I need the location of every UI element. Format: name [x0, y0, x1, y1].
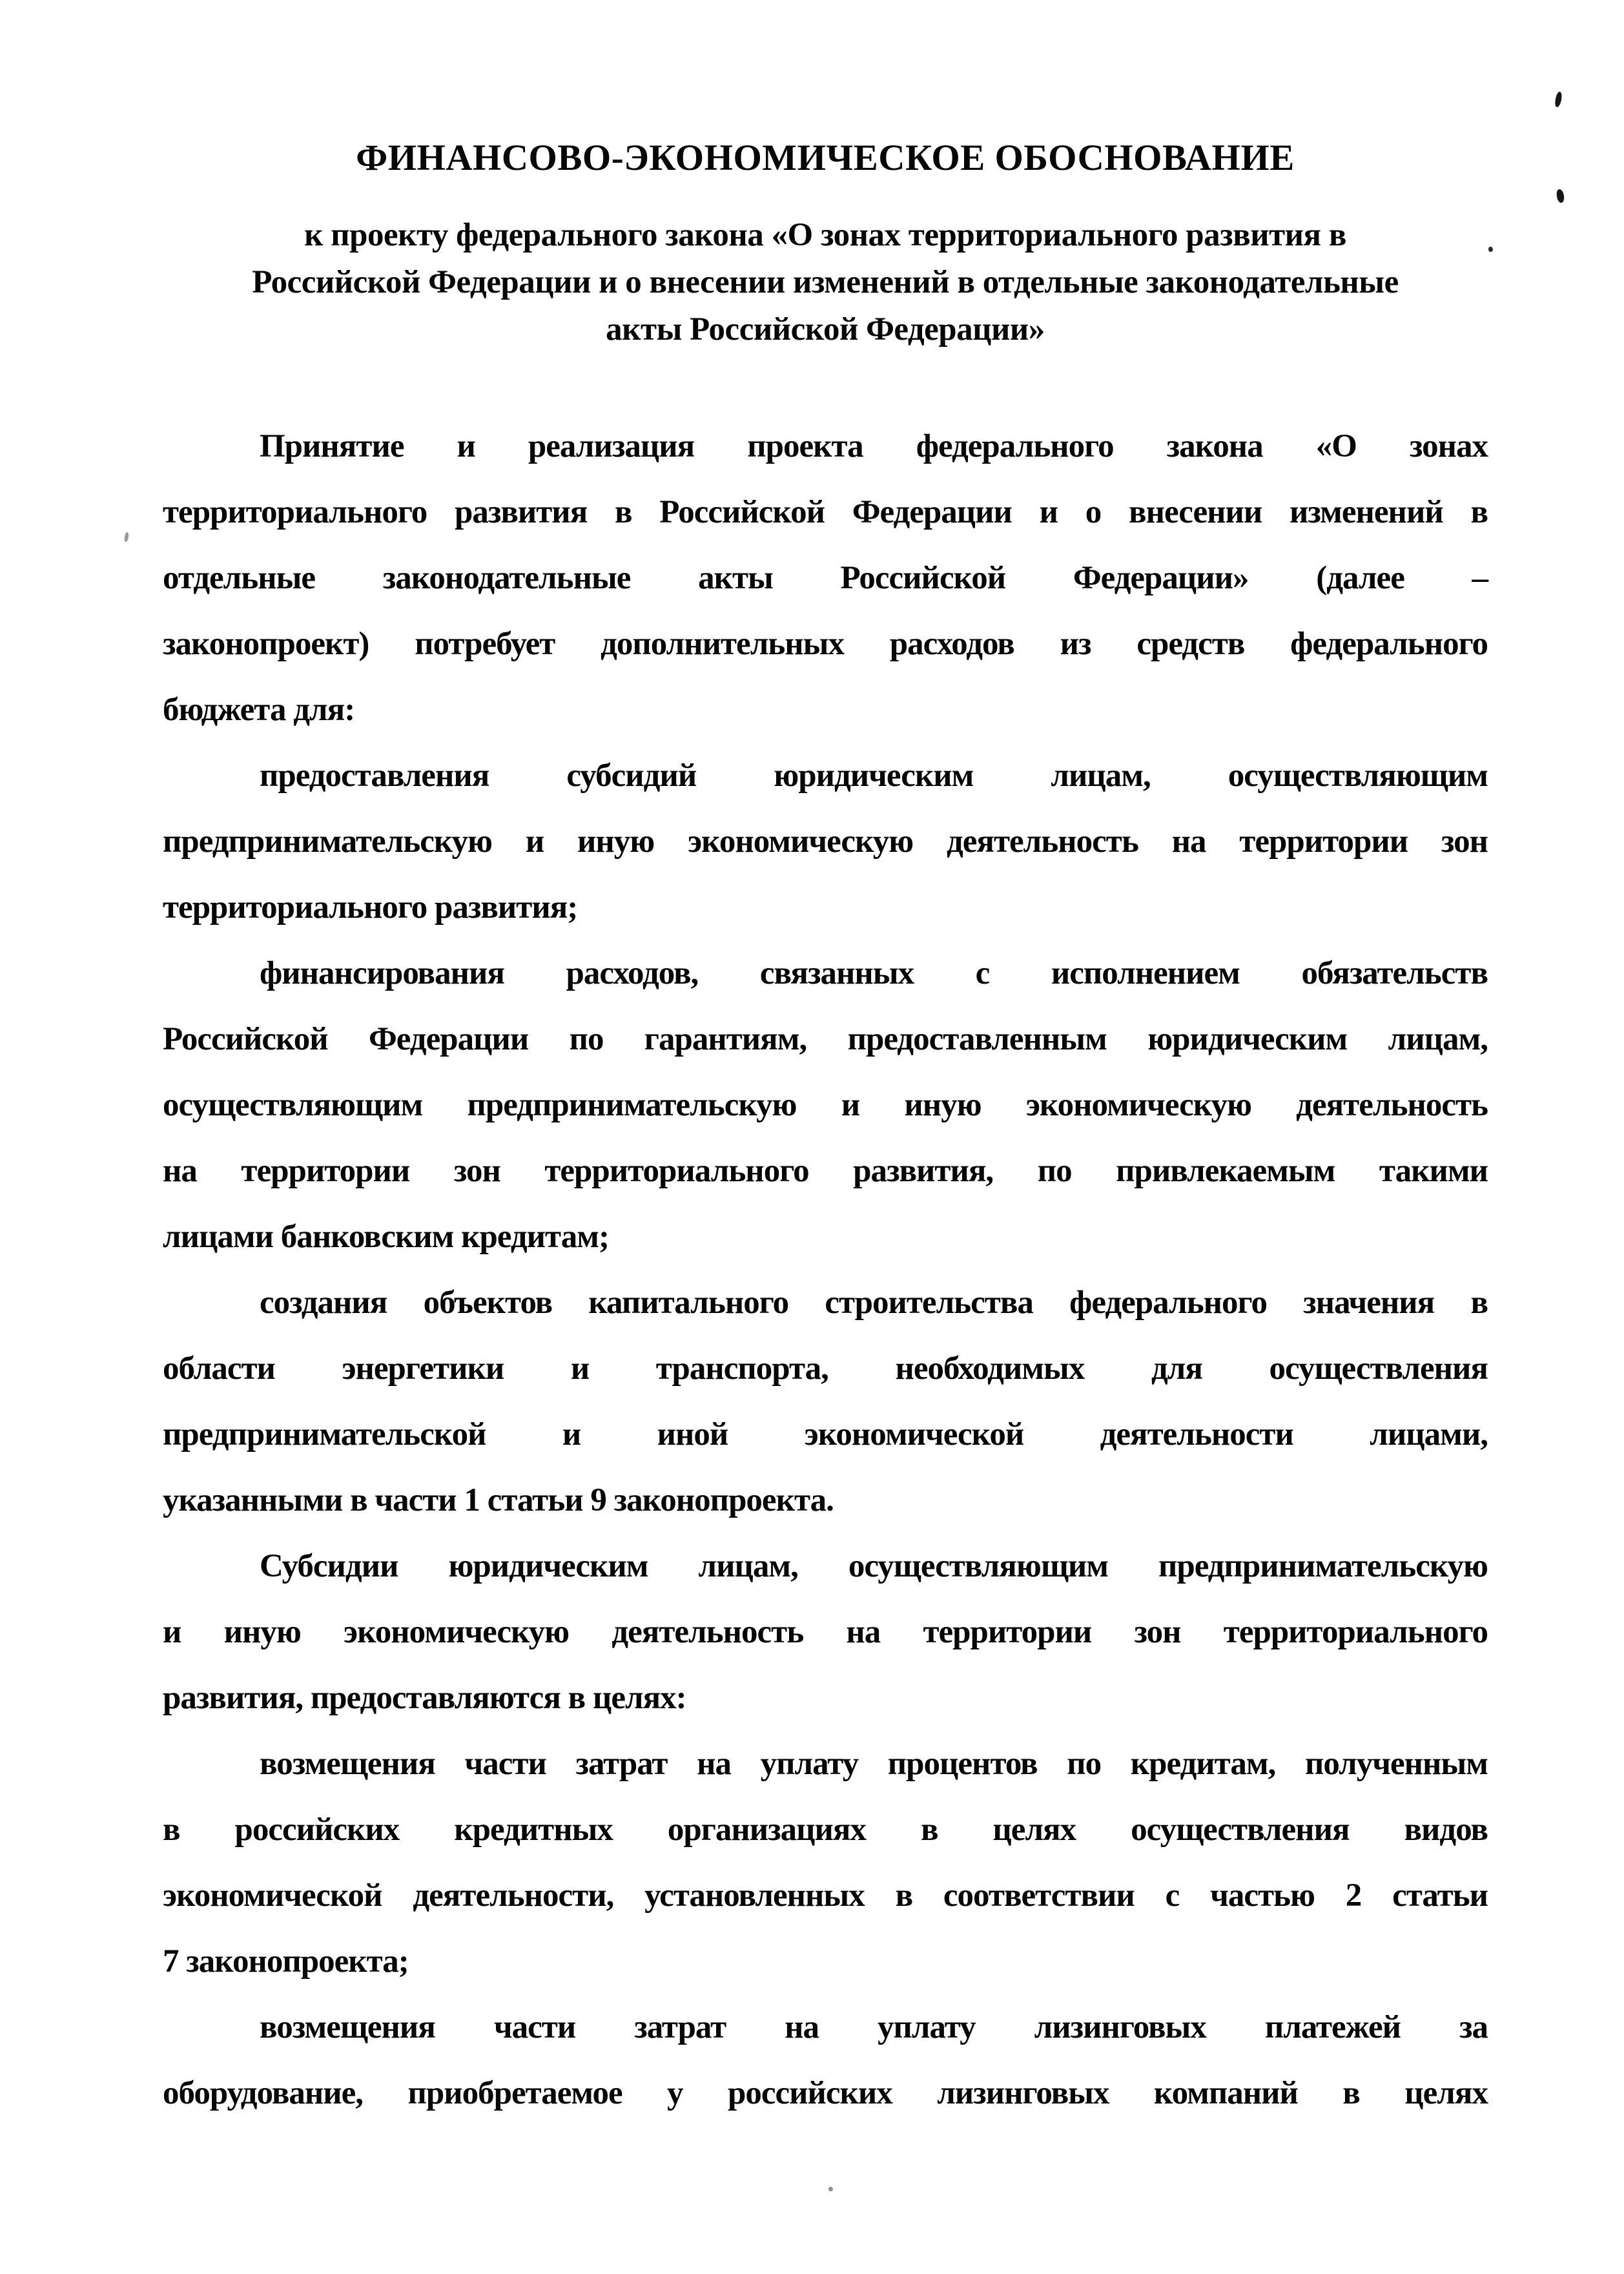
paragraph-line: Российской Федерации по гарантиям, предоставленным юридическим лицам, [163, 1021, 1488, 1057]
ink-speck [828, 2187, 833, 2191]
paragraph-line: лицами банковским кредитам; [163, 1219, 609, 1255]
paragraph-line: в российских кредитных организациях в целях осуществления видов [163, 1812, 1488, 1848]
document-title: ФИНАНСОВО-ЭКОНОМИЧЕСКОЕ ОБОСНОВАНИЕ [356, 138, 1295, 178]
paragraph-line: возмещения части затрат на уплату лизинговых платежей за [260, 2009, 1488, 2045]
ink-speck [1554, 91, 1563, 107]
subtitle-line: к проекту федерального закона «О зонах территориального развития в [304, 217, 1346, 253]
paragraph-line: законопроект) потребует дополнительных расходов из средств федерального [163, 626, 1488, 662]
paragraph-line: области энергетики и транспорта, необходимых для осуществления [163, 1350, 1488, 1387]
paragraph-line: предоставления субсидий юридическим лицам, осуществляющим [260, 758, 1488, 794]
document-subtitle [137, 212, 1514, 353]
paragraph-line: экономической деятельности, установленных в соответствии с частью 2 статьи [163, 1877, 1488, 1914]
ink-speck [1556, 189, 1565, 203]
paragraph-line: территориального развития в Российской Федерации и о внесении изменений в [163, 494, 1488, 530]
paragraph-line: отдельные законодательные акты Российской Федерации» (далее – [163, 560, 1488, 596]
paragraph-line: развития, предоставляются в целях: [163, 1680, 686, 1716]
paragraph-line: возмещения части затрат на уплату процентов по кредитам, полученным [260, 1746, 1488, 1782]
paragraph-line: на территории зон территориального развития, по привлекаемым такими [163, 1153, 1488, 1189]
paragraph-line: оборудование, приобретаемое у российских лизинговых компаний в целях [163, 2075, 1488, 2111]
subtitle-line: Российской Федерации и о внесении изменений в отдельные законодательные [252, 264, 1399, 300]
paragraph-line: 7 законопроекта; [163, 1943, 409, 1979]
paragraph-line: Субсидии юридическим лицам, осуществляющим предпринимательскую [260, 1548, 1488, 1584]
paragraph-line: бюджета для: [163, 692, 355, 728]
paragraph-line: финансирования расходов, связанных с исполнением обязательств [260, 955, 1488, 991]
ink-speck [124, 532, 130, 543]
paragraph-line: Принятие и реализация проекта федерального закона «О зонах [260, 428, 1488, 464]
paragraph-line: указанными в части 1 статьи 9 законопроекта. [163, 1482, 834, 1518]
paragraph-line: предпринимательской и иной экономической деятельности лицами, [163, 1416, 1488, 1452]
paragraph-line: предпринимательскую и иную экономическую деятельность на территории зон [163, 823, 1488, 860]
subtitle-line: акты Российской Федерации» [606, 311, 1045, 347]
paragraph-line: территориального развития; [163, 889, 578, 925]
document-body [163, 413, 1488, 2126]
paragraph-line: создания объектов капитального строительства федерального значения в [260, 1285, 1488, 1321]
paragraph-line: и иную экономическую деятельность на территории зон территориального [163, 1614, 1488, 1650]
paragraph-line: осуществляющим предпринимательскую и иную экономическую деятельность [163, 1087, 1488, 1123]
